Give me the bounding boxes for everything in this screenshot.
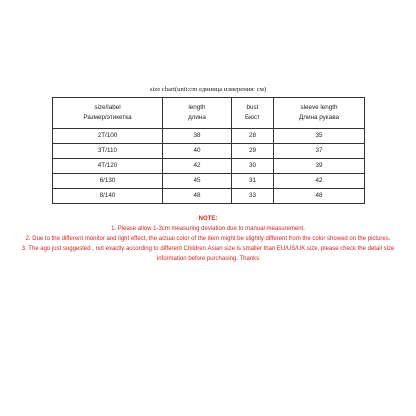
header-bust-en: bust — [246, 104, 259, 111]
header-length — [163, 98, 232, 129]
note-line: information before purchasing. Thanks — [156, 256, 260, 262]
cell-sleeve-length: 35 — [274, 129, 365, 144]
cell-bust: 28 — [232, 129, 274, 144]
table-row — [53, 159, 365, 174]
header-size-label — [53, 98, 163, 129]
cell-size: 6/130 — [53, 174, 163, 189]
header-sleeve-length-ru: Длина рукава — [299, 114, 339, 121]
cell-length: 38 — [163, 129, 232, 144]
cell-size: 2T/100 — [53, 129, 163, 144]
note-line: 1. Please allow 1-3cm measuring deviation due to manual measurement. — [111, 226, 305, 232]
header-length-en: length — [188, 104, 206, 111]
table-row — [53, 129, 365, 144]
header-sleeve-length-en: sleeve length — [300, 104, 338, 111]
size-table — [52, 97, 365, 204]
table-row — [53, 174, 365, 189]
table-header-row — [53, 98, 365, 129]
cell-length: 40 — [163, 144, 232, 159]
table-row — [53, 189, 365, 204]
cell-size: 4T/120 — [53, 159, 163, 174]
cell-length: 45 — [163, 174, 232, 189]
cell-size: 8/140 — [53, 189, 163, 204]
header-bust-ru: Бюст — [245, 114, 260, 121]
cell-bust: 33 — [232, 189, 274, 204]
cell-bust: 30 — [232, 159, 274, 174]
cell-sleeve-length: 39 — [274, 159, 365, 174]
cell-sleeve-length: 37 — [274, 144, 365, 159]
cell-bust: 29 — [232, 144, 274, 159]
note-title: NOTE: — [198, 216, 218, 222]
size-chart-title: size chart(unit:cm единица измерения: см) — [149, 86, 267, 93]
note-line: 2. Due to the different monitor and light effect, the actual color of the item might be slightly different from the color showed on the pictures. — [25, 236, 391, 242]
header-size-label-ru: Размер/этикетка — [83, 114, 132, 121]
note-line: 3. The ago just suggested , not exactly according to different Children.Asian size is smaller than EU/US/UK size, please check the detail size — [21, 246, 395, 252]
cell-length: 48 — [163, 189, 232, 204]
header-size-label-en: size/label — [94, 104, 121, 111]
cell-size: 3T/110 — [53, 144, 163, 159]
header-length-ru: длина — [188, 114, 206, 121]
cell-bust: 31 — [232, 174, 274, 189]
table-row — [53, 144, 365, 159]
header-sleeve-length — [274, 98, 365, 129]
cell-sleeve-length: 48 — [274, 189, 365, 204]
cell-length: 42 — [163, 159, 232, 174]
header-bust — [232, 98, 274, 129]
note-block — [0, 214, 416, 264]
cell-sleeve-length: 42 — [274, 174, 365, 189]
